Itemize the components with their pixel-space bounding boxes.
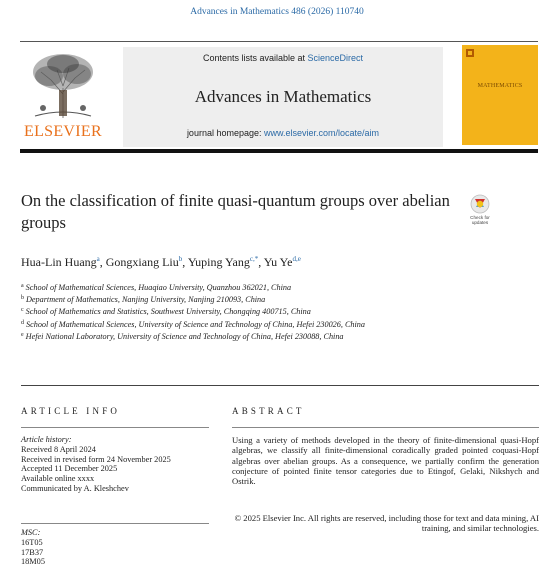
author-name[interactable]: Gongxiang Liu <box>105 255 179 269</box>
journal-masthead <box>123 47 443 147</box>
history-item: Received in revised form 24 November 2025 <box>21 454 171 464</box>
author-separator: , <box>99 255 106 269</box>
author-separator: , <box>182 255 188 269</box>
affiliation-text: School of Mathematical Sciences, University of Science and Technology of China, Hefei 230026, China <box>26 319 365 329</box>
affiliation-item <box>21 318 451 330</box>
author-list <box>21 255 301 270</box>
elsevier-logo <box>21 50 105 146</box>
history-item: Communicated by A. Kleshchev <box>21 483 129 493</box>
history-item: Accepted 11 December 2025 <box>21 464 118 474</box>
affiliation-text: Hefei National Laboratory, University of Science and Technology of China, Hefei 230088, China <box>25 331 344 341</box>
abstract-heading: ABSTRACT <box>232 406 305 416</box>
affiliation-mark: e <box>21 331 24 338</box>
journal-cover[interactable] <box>462 45 538 145</box>
abstract-rule <box>232 427 539 428</box>
header-top-rule <box>20 41 538 42</box>
affiliation-item <box>21 281 451 293</box>
msc-label: MSC: <box>21 528 41 537</box>
affiliation-mark: a <box>21 283 24 289</box>
affiliation-text: School of Mathematical Sciences, Huaqiao University, Quanzhou 362021, China <box>25 283 292 292</box>
crossmark-label: Check for updates <box>470 215 490 225</box>
affiliation-text: School of Mathematics and Statistics, Southwest University, Chongqing 400715, China <box>25 307 311 317</box>
author-affil-mark[interactable]: d,e <box>292 255 301 263</box>
affiliation-list <box>21 281 451 342</box>
journal-homepage-link[interactable]: www.elsevier.com/locate/aim <box>264 128 380 138</box>
article-info-rule <box>21 427 209 428</box>
affiliation-item <box>21 293 451 305</box>
history-label: Article history: <box>21 435 72 444</box>
copyright-notice: © 2025 Elsevier Inc. All rights are reserved, including those for text and data mining, AI training, and similar technologies. <box>234 513 539 534</box>
affiliation-text: Department of Mathematics, Nanjing University, Nanjing 210093, China <box>26 295 266 305</box>
cover-emblem-icon <box>466 49 474 57</box>
journal-citation[interactable]: Advances in Mathematics 486 (2026) 110740 <box>190 7 364 17</box>
msc-codes <box>21 528 209 567</box>
article-title: On the classification of finite quasi-quantum groups over abelian groups <box>21 191 450 232</box>
affiliation-item <box>21 330 451 342</box>
author-name[interactable]: Hua-Lin Huang <box>21 255 97 269</box>
msc-code: 17B37 <box>21 547 44 557</box>
msc-code: 16T05 <box>21 537 43 547</box>
abstract-text: Using a variety of methods developed in the theory of finite-dimensional quasi-Hopf algebras, we classify all finite-dimensional coradically graded pointed coquasi-Hopf algebras over abelian groups. As a consequence, we partially confirm the generation conjecture of pointed finite tensor categories due to Etingof, Gelaki, Nikshych and Ostrik. <box>232 435 539 487</box>
homepage-line <box>123 128 443 138</box>
journal-title: Advances in Mathematics <box>194 87 372 106</box>
author-affil-mark[interactable]: a <box>96 255 100 263</box>
elsevier-tree-icon <box>25 50 101 120</box>
contents-prefix: Contents lists available at <box>202 53 308 63</box>
contents-line <box>123 53 443 63</box>
crossmark-icon <box>463 194 497 216</box>
elsevier-wordmark: ELSEVIER <box>24 123 102 140</box>
history-item: Available online xxxx <box>21 474 95 484</box>
affiliation-mark: b <box>21 295 24 302</box>
affiliation-mark: c <box>21 307 24 314</box>
author-name[interactable]: Yuping Yang <box>187 255 250 269</box>
msc-rule <box>21 523 209 524</box>
history-item: Received 8 April 2024 <box>21 444 96 454</box>
author-affil-mark[interactable]: b <box>178 255 183 263</box>
check-for-updates-badge[interactable] <box>463 194 497 230</box>
msc-code: 18M05 <box>21 557 45 567</box>
section-divider <box>21 385 539 386</box>
masthead-bottom-rule <box>20 149 538 153</box>
affiliation-mark: d <box>21 319 24 326</box>
affiliation-item <box>21 305 451 317</box>
homepage-prefix: journal homepage: <box>186 128 264 138</box>
article-info-heading: ARTICLE INFO <box>21 406 121 416</box>
article-history <box>21 435 209 494</box>
author-affil-mark[interactable]: c,* <box>249 255 259 263</box>
author-name[interactable]: Yu Ye <box>263 255 293 269</box>
sciencedirect-link[interactable]: ScienceDirect <box>307 53 364 63</box>
cover-title: MATHEMATICS <box>477 83 523 89</box>
author-separator: , <box>258 255 264 269</box>
